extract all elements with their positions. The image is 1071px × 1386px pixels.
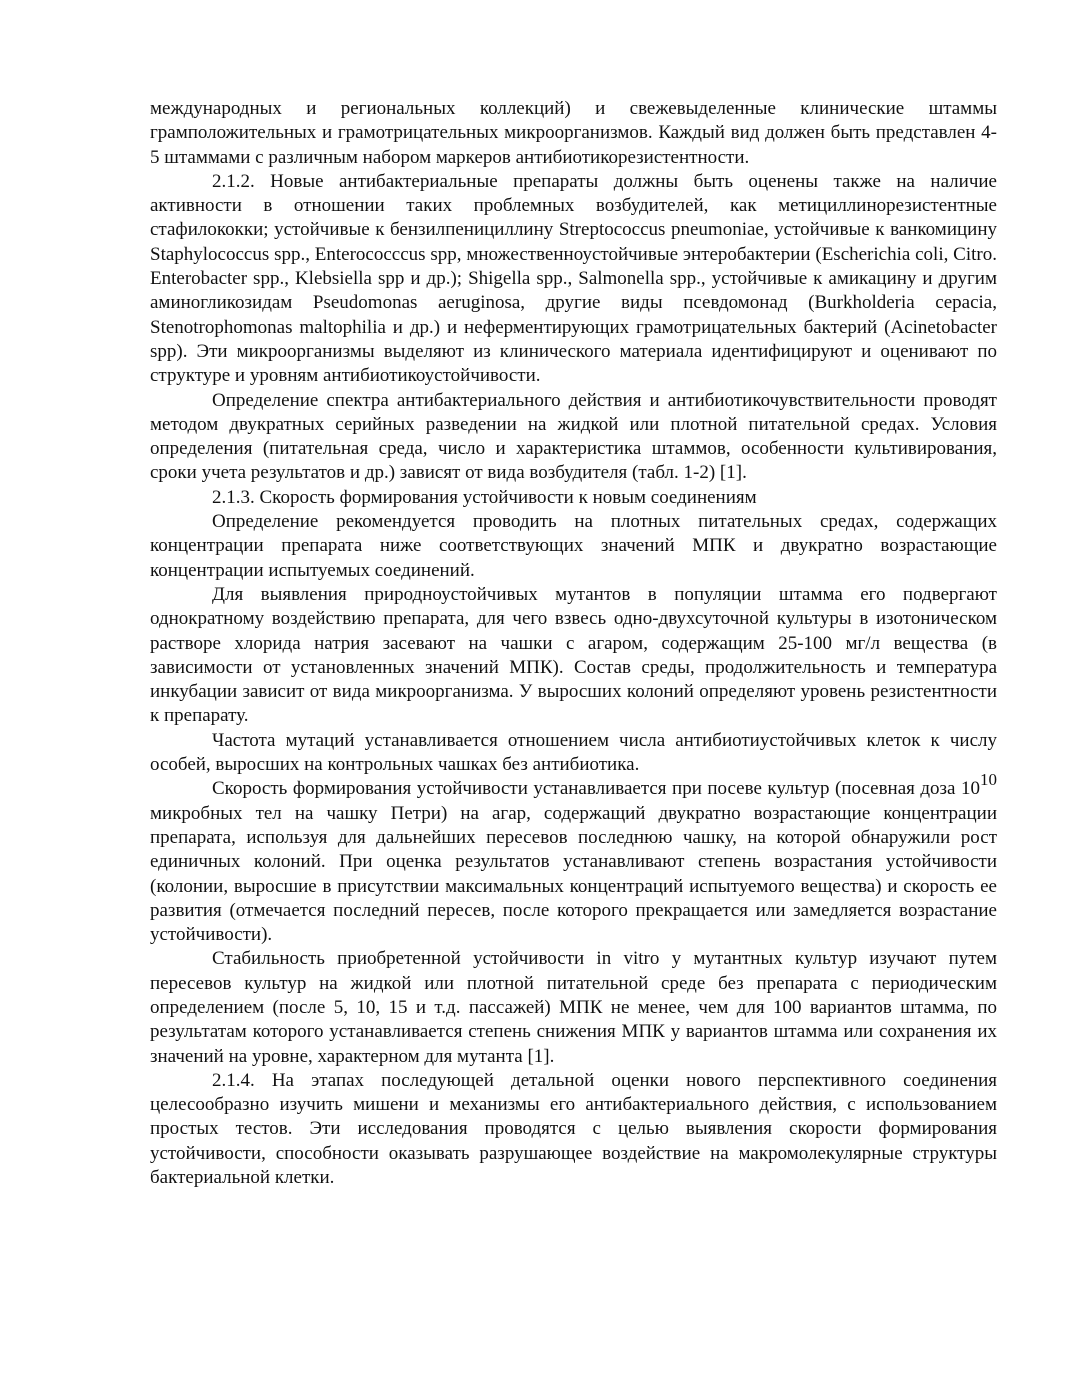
paragraph-resistance-rate: [150, 770, 997, 947]
paragraph-stability-in-vitro: Стабильность приобретенной устойчивости in vitro у мутантных культур изучают путем пересевов культур на жидкой или плотной питательной среде без препарата с периодическим определением (после 5, 10, 15 и т.д. пассажей) МПК не менее, чем для 100 вариантов штамма, по результатам которого устанавливается степень снижения МПК у вариантов штамма или сохранения их значений на уровне, характерном для мутанта [1].: [150, 948, 997, 1067]
resistance-rate-text-start: Скорость формирования устойчивости устанавливается при посеве культур (посевная доза 10: [212, 778, 980, 800]
section-heading-2-1-3: 2.1.3. Скорость формирования устойчивости к новым соединениям: [212, 486, 757, 508]
paragraph-mutation-frequency: Частота мутаций устанавливается отношением числа антибиотиустойчивых клеток к числу особей, выросших на контрольных чашках без антибиотика.: [150, 729, 997, 776]
paragraph-2-1-4-targets-mechanisms: 2.1.4. На этапах последующей детальной оценки нового перспективного соединения целесообразно изучить мишени и механизмы его антибактериального действия, с использованием простых тестов. Эти исследования проводятся с целью выявления скорости формирования устойчивости, способности оказывать разрушающее воздействие на макромолекулярные структуры бактериальной клетки.: [150, 1069, 997, 1189]
paragraph-collections-continuation: международных и региональных коллекций) и свежевыделенные клинические штаммы грамположительных и грамотрицательных микроорганизмов. Каждый вид должен быть представлен 4-5 штаммами с различным набором маркеров антибиотикорезистентности.: [150, 98, 997, 168]
paragraph-dense-media: Определение рекомендуется проводить на плотных питательных средах, содержащих концентрации препарата ниже соответствующих значений МПК и двукратно возрастающие концентрации испытуемых соединений.: [150, 511, 997, 581]
paragraph-spectrum-determination: Определение спектра антибактериального действия и антибиотикочувствительности проводят методом двукратных серийных разведении на жидкой или плотной питательной средах. Условия определения (питательная среда, число и характеристика штаммов, особенности культивирования, сроки учета результатов и др.) зависят от вида возбудителя (табл. 1-2) [1].: [150, 389, 997, 484]
paragraph-2-1-2-problem-pathogens: 2.1.2. Новые антибактериальные препараты должны быть оценены также на наличие активности в отношении таких проблемных возбудителей, как метициллинорезистентные стафилококки; устойчивые к бензилпенициллину Streptococcus pneumoniae, устойчивые к ванкомицину Staphylococcus spp., Enterococccus spp, множественноустойчивые энтеробактерии (Escherichia coli, Citro. Enterobacter spp., Klebsiella spp и др.); Shigella spp., Salmonella spp., устойчивые к амикацину и другим аминогликозидам Pseudomonas aeruginosa, другие виды псевдомонад (Burkholderia cepacia, Stenotrophomonas maltophilia и др.) и неферментирующих грамотрицательных бактерий (Acinetobacter spp). Эти микроорганизмы выделяют из клинического материала идентифицируют и оценивают по структуре и уровням антибиотикоустойчивости.: [150, 170, 997, 387]
paragraph-natural-mutants: Для выявления природноустойчивых мутантов в популяции штамма его подвергают однократному воздействию препарата, для чего взвесь одно-двухсуточной культуры в изотоническом растворе хлорида натрия засевают на чашки с агаром, содержащим 25-100 мг/л вещества (в зависимости от установленных значений МПК). Состав среды, продолжительность и температура инкубации зависит от вида микроорганизма. У выросших колоний определяют уровень резистентности к препарату.: [150, 583, 997, 727]
resistance-rate-text-end: микробных тел на чашку Петри) на агар, содержащий двукратно возрастающие концентрации препарата, используя для дальнейших пересевов последнюю чашку, на которой обнаружили рост единичных колоний. При оценка результатов устанавливают степень возрастания устойчивости (колонии, выросшие в присутствии максимальных концентраций испытуемого вещества) и скорость ее развития (отмечается последний пересев, после которого прекращается или замедляется возрастание устойчивости).: [150, 802, 997, 946]
document-page: [150, 97, 997, 1190]
inoculum-exponent: 10: [980, 770, 997, 790]
